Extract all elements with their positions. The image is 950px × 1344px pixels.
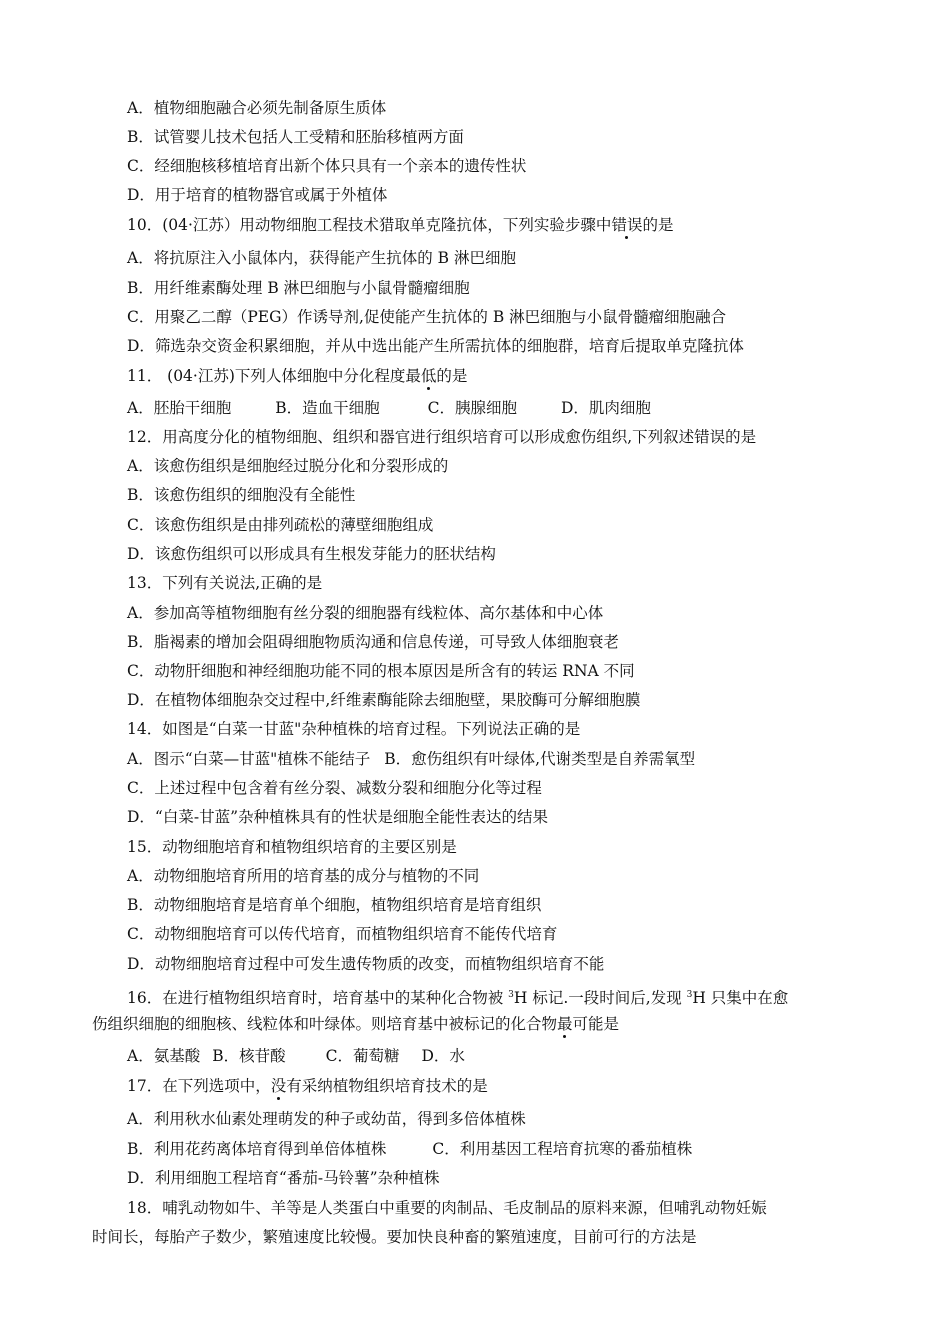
q14-option-c: C．上述过程中包含着有丝分裂、减数分裂和细胞分化等过程 — [127, 779, 542, 797]
question-18-continued: 时间长，每胎产子数少，繁殖速度比较慢。要加快良种畜的繁殖速度，目前可行的方法是 — [92, 1228, 697, 1246]
q17-options-bc: B．利用花药离体培育得到单倍体植株 C．利用基因工程培育抗寒的番茄植株 — [127, 1140, 693, 1158]
question-13: 13．下列有关说法,正确的是 — [127, 574, 323, 592]
emphasis-dots: 低 — [420, 367, 437, 385]
question-16: 16．在进行植物组织培育时，培育基中的某种化合物被 $^3$H 标记.一段时间后,发现 $^3$H 只集中在愈 — [127, 989, 789, 1007]
q13-option-d: D．在植物体细胞杂交过程中,纤维素酶能除去细胞壁，果胶酶可分解细胞膜 — [127, 691, 641, 709]
q12-option-c: C．该愈伤组织是由排列疏松的薄壁细胞组成 — [127, 516, 434, 534]
q12-option-d: D．该愈伤组织可以形成具有生根发芽能力的胚状结构 — [127, 545, 496, 563]
q15-option-c: C．动物细胞培育可以传代培育，而植物组织培育不能传代培育 — [127, 925, 558, 943]
question-16-continued: 伤组织细胞的细胞核、线粒体和叶绿体。则培育基中被标记的化合物最可能是 — [92, 1015, 620, 1033]
q16-options: A．氨基酸 B．核苷酸 C．葡萄糖 D．水 — [127, 1047, 465, 1065]
q13-option-b: B．脂褐素的增加会阻碍细胞物质沟通和信息传递，可导致人体细胞衰老 — [127, 633, 619, 651]
question-14: 14．如图是“白菜一甘蓝"杂种植株的培育过程。下列说法正确的是 — [127, 720, 581, 738]
question-11: 11． (04·江苏)下列人体细胞中分化程度最低的是 — [127, 367, 468, 385]
emphasis-dots: 最 — [557, 1015, 573, 1033]
q15-option-b: B．动物细胞培育是培育单个细胞，植物组织培育是培育组织 — [127, 896, 542, 914]
q12-option-b: B．该愈伤组织的细胞没有全能性 — [127, 486, 356, 504]
q11-options: A．胚胎干细胞 B．造血干细胞 C．胰腺细胞 D．肌肉细胞 — [127, 399, 651, 417]
q12-option-a: A．该愈伤组织是细胞经过脱分化和分裂形成的 — [127, 457, 449, 475]
emphasis-dots: 错误 — [611, 216, 643, 234]
q13-option-c: C．动物肝细胞和神经细胞功能不同的根本原因是所含有的转运 RNA 不同 — [127, 662, 635, 680]
q10-option-c: C．用聚乙二醇（PEG）作诱导剂,促使能产生抗体的 B 淋巴细胞与小鼠骨髓瘤细胞融合 — [127, 308, 727, 326]
q17-option-d: D．利用细胞工程培育“番茄-马铃薯”杂种植株 — [127, 1169, 440, 1187]
q9-option-c: C．经细胞核移植培育出新个体只具有一个亲本的遗传性状 — [127, 157, 527, 175]
q9-option-d: D．用于培育的植物器官或属于外植体 — [127, 186, 388, 204]
q15-option-d: D．动物细胞培育过程中可发生遗传物质的改变，而植物组织培育不能 — [127, 955, 605, 973]
q10-option-d: D．筛选杂交资金积累细胞，并从中选出能产生所需抗体的细胞群，培育后提取单克隆抗体 — [127, 337, 744, 355]
question-17: 17．在下列选项中，没有采纳植物组织培育技术的是 — [127, 1077, 488, 1095]
q14-option-d: D．“白菜-甘蓝”杂种植株具有的性状是细胞全能性表达的结果 — [127, 808, 549, 826]
question-12: 12．用高度分化的植物细胞、组织和器官进行组织培育可以形成愈伤组织,下列叙述错误的是 — [127, 428, 757, 446]
q10-option-b: B．用纤维素酶处理 B 淋巴细胞与小鼠骨髓瘤细胞 — [127, 279, 470, 297]
q14-options-ab: A．图示“白菜—甘蓝"植株不能结子 B．愈伤组织有叶绿体,代谢类型是自养需氧型 — [127, 750, 696, 768]
q17-option-a: A．利用秋水仙素处理萌发的种子或幼苗，得到多倍体植株 — [127, 1110, 526, 1128]
q15-option-a: A．动物细胞培育所用的培育基的成分与植物的不同 — [127, 867, 480, 885]
question-18: 18．哺乳动物如牛、羊等是人类蛋白中重要的肉制品、毛皮制品的原料来源，但哺乳动物妊娠 — [127, 1199, 767, 1217]
question-10: 10．(04·江苏）用动物细胞工程技术猎取单克隆抗体，下列实验步骤中错误的是 — [127, 216, 674, 234]
q10-option-a: A．将抗原注入小鼠体内，获得能产生抗体的 B 淋巴细胞 — [127, 249, 516, 267]
q13-option-a: A．参加高等植物细胞有丝分裂的细胞器有线粒体、高尔基体和中心体 — [127, 604, 604, 622]
question-15: 15．动物细胞培育和植物组织培育的主要区别是 — [127, 838, 457, 856]
q9-option-b: B．试管婴儿技术包括人工受精和胚胎移植两方面 — [127, 128, 464, 146]
q9-option-a: A．植物细胞融合必须先制备原生质体 — [127, 99, 387, 117]
emphasis-dots: 没 — [270, 1077, 287, 1095]
